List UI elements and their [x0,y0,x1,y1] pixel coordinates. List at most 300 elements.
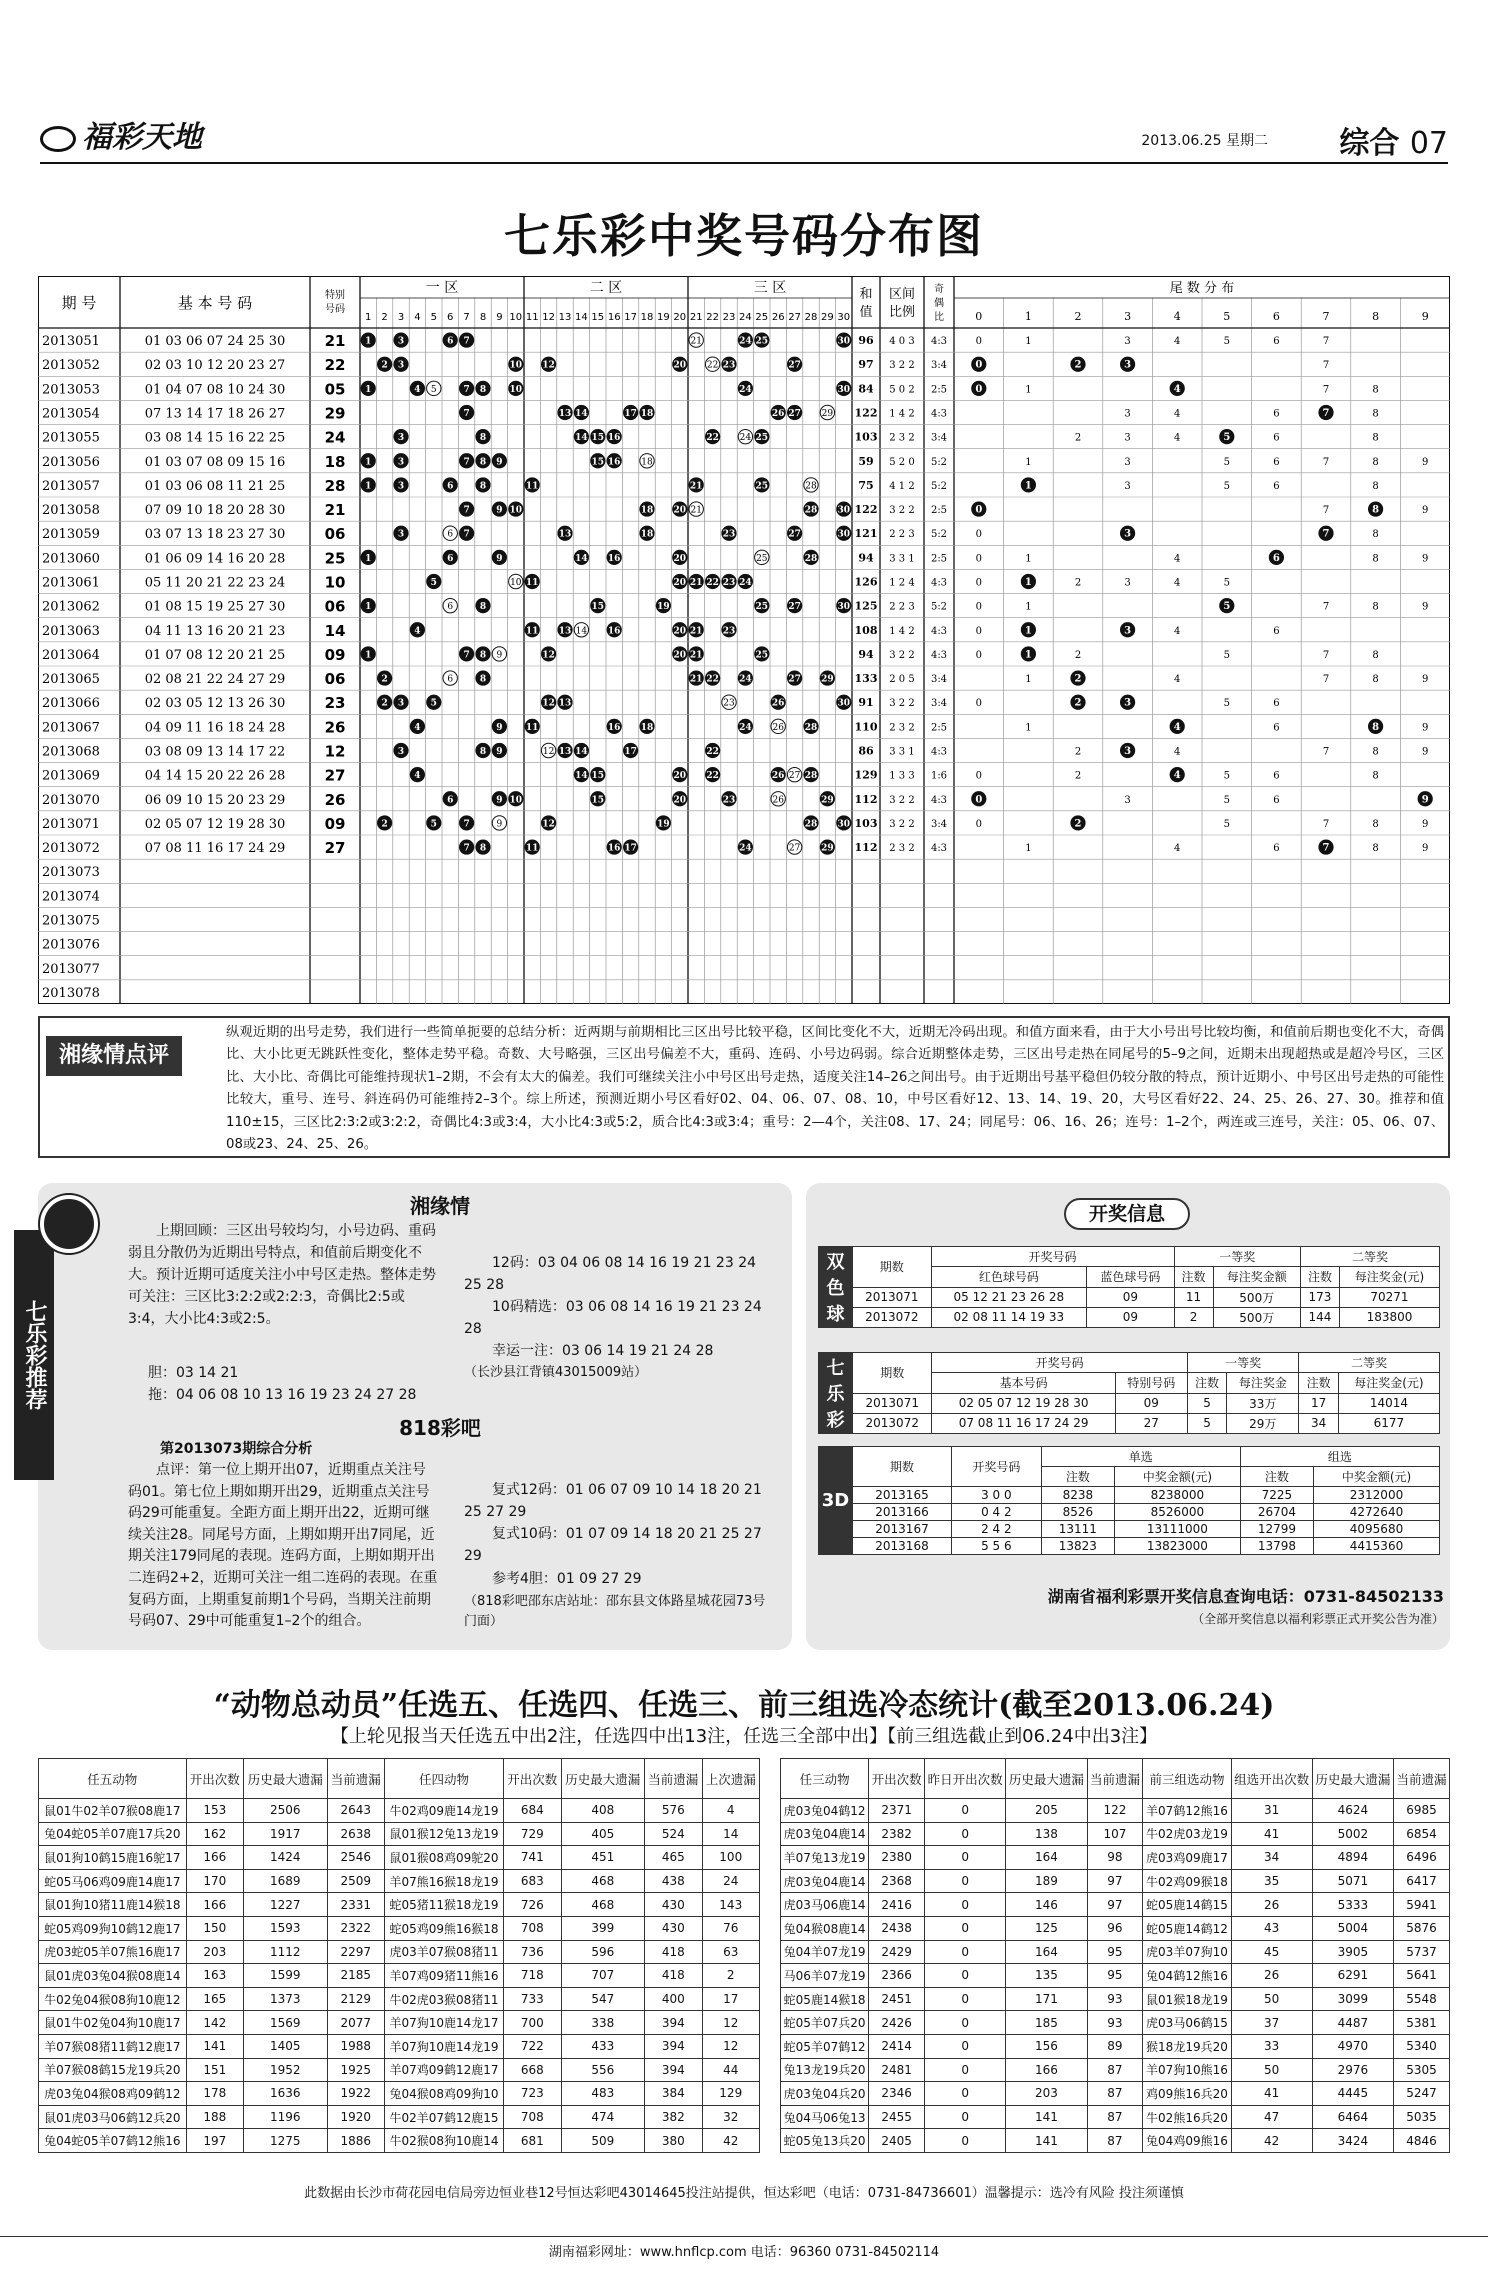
period-cell: 2013076 [42,937,100,953]
tail-label: 7 [1322,601,1330,613]
period-cell: 2013072 [42,841,100,857]
number-header: 13 [558,312,572,323]
number-header: 25 [755,312,769,323]
tail-label: 3 [1124,577,1131,589]
basic-numbers-cell: 07 08 11 16 17 24 29 [144,841,286,857]
sum-cell: 108 [854,623,878,637]
sum-cell: 122 [854,503,878,517]
tail-header: 0 [975,310,983,323]
special-number-cell: 22 [324,356,346,375]
tail-label: 5 [1223,577,1230,589]
tail-label: 9 [1422,843,1429,855]
period-cell: 2013077 [42,961,100,977]
odd-even-cell: 5:2 [930,529,948,541]
tail-label: 8 [1372,649,1379,661]
ratio-cell: 1 4 2 [889,408,915,420]
drawn-number-label: 6 [447,336,454,347]
table-row: 虎03兔04猴08鸡09鹤12 178 1636 1922 兔04猴08鸡09狗10 723 483 384 129 [39,2082,760,2106]
ratio-cell: 1 3 3 [889,770,915,782]
tail-label: 1 [1024,625,1032,637]
period-cell: 2013061 [42,575,100,591]
tail-label: 7 [1322,842,1330,854]
tail-label: 4 [1173,383,1181,395]
sum-cell: 110 [854,720,878,734]
table-row: 鼠01狗10鹤15鹿16鸵17 166 1424 2546 鼠01猴08鸡09鸵20 741 451 465 100 [39,1846,760,1870]
distribution-grid [38,276,1450,1004]
period-cell: 2013059 [42,527,100,543]
number-header: 9 [496,312,503,323]
ratio-cell: 3 2 2 [889,360,915,372]
sum-cell: 126 [854,575,878,589]
odd-even-cell: 4:3 [930,408,948,420]
b818-head: 第2013073期综合分析 [160,1441,313,1457]
drawn-number-label: 22 [706,674,719,685]
drawn-number-label: 7 [463,650,470,661]
drawn-number-label: 12 [542,650,555,661]
tail-label: 4 [1174,746,1181,758]
review-tag: 湘缘情点评 [46,1036,182,1076]
tail-label: 4 [1173,721,1181,733]
tail-label: 3 [1124,480,1131,492]
period-cell: 2013052 [42,358,100,374]
basic-numbers-cell: 01 07 08 12 20 21 25 [144,647,286,663]
grid-header: 尾 数 分 布 [1169,281,1235,296]
drawn-number-label: 21 [689,481,703,492]
grid-header: 号码 [325,304,345,315]
tail-label: 0 [975,504,983,516]
footer-contact: 湖南福彩网址：www.hnflcp.com 电话：96360 0731-84502114 [0,2236,1488,2260]
number-header: 23 [722,312,736,323]
odd-even-cell: 4:3 [930,625,948,637]
odd-even-cell: 2:5 [930,722,948,734]
period-cell: 2013058 [42,503,100,519]
tail-label: 5 [1223,818,1230,830]
tail-label: 2 [1074,577,1082,589]
tail-label: 8 [1372,601,1379,613]
grid-header: 值 [859,305,873,320]
ratio-cell: 4 1 2 [889,480,915,492]
period-cell: 2013057 [42,478,100,494]
number-header: 16 [607,312,621,323]
tail-label: 0 [975,529,982,541]
period-cell: 2013053 [42,382,100,398]
drawn-number-label: 28 [804,771,818,782]
basic-numbers-cell: 03 08 14 15 16 22 25 [144,430,286,446]
drawn-number-label: 25 [755,433,769,444]
drawn-number-label: 7 [463,819,470,830]
drawn-number-label: 15 [591,771,605,782]
drawn-number-label: 12 [542,698,555,709]
basic-numbers-cell: 04 11 13 16 20 21 23 [144,623,286,639]
drawn-number-label: 30 [837,698,851,709]
tail-label: 9 [1422,505,1429,517]
drawn-number-label: 24 [739,843,752,854]
drawn-number-label: 22 [706,433,719,444]
odd-even-cell: 3:4 [930,360,948,372]
drawn-number-label: 13 [558,747,572,757]
number-header: 17 [624,312,637,323]
tail-label: 7 [1322,384,1330,396]
cold-stats-subtitle: 【上轮见报当天任选五中出2注，任选四中出13注，任选三全部中出】【前三组选截止到06.24中出3注】 [330,1726,1158,1747]
tail-label: 9 [1422,746,1429,758]
table-row: 兔04猴08鹿14 2438 0 125 96 蛇05鹿14鹤12 43 5004 5876 [781,1916,1450,1940]
tail-label: 3 [1124,697,1132,709]
tail-label: 3 [1124,625,1132,637]
header-divider [40,162,1448,164]
drawn-number-label: 15 [591,795,605,806]
tail-header: 5 [1223,310,1231,323]
tail-label: 0 [975,601,982,613]
basic-numbers-cell: 07 13 14 17 18 26 27 [144,406,286,422]
sum-cell: 94 [858,647,874,661]
tail-label: 7 [1322,649,1330,661]
tail-label: 5 [1223,601,1231,613]
tail-label: 0 [975,794,983,806]
drawn-number-label: 16 [607,553,621,564]
tail-label: 2 [1074,697,1082,709]
table-row: 牛02兔04猴08狗10鹿12 165 1373 2129 牛02虎03猴08猪11 733 547 400 17 [39,1987,760,2011]
basic-numbers-cell: 06 09 10 15 20 23 29 [144,792,286,808]
tail-label: 8 [1372,408,1379,420]
tail-label: 4 [1174,553,1181,565]
drawn-number-label: 1 [365,650,372,661]
drawn-number-label: 14 [575,433,588,444]
drawn-number-label: 4 [414,722,421,733]
odd-even-cell: 4:3 [930,794,948,806]
drawn-number-label: 20 [673,650,687,661]
tail-label: 8 [1372,818,1379,830]
table-row: 羊07猴08鹤15龙19兵20 151 1952 1925 羊07鸡09鹤12鹿17 668 556 394 44 [39,2058,760,2082]
table-row: 鼠01狗10猪11鹿14猴18 166 1227 2331 蛇05猪11猴18龙19 726 468 430 143 [39,1893,760,1917]
drawn-number-label: 16 [607,457,621,468]
tail-label: 8 [1372,770,1379,782]
ssq-label: 双色球 [819,1247,853,1328]
drawn-number-label: 24 [739,384,752,395]
grid-header: 偶 [934,298,944,309]
drawn-number-label: 30 [837,336,851,347]
ratio-cell: 2 2 3 [889,529,915,541]
drawn-number-label: 16 [607,722,621,733]
sum-cell: 91 [858,696,874,710]
odd-even-cell: 4:3 [930,336,948,348]
b818-f10: 复式10码：01 07 09 14 18 20 21 25 27 29 [464,1526,762,1564]
drawn-number-label: 1 [365,553,372,564]
drawn-number-label: 27 [788,409,801,419]
drawn-number-label: 3 [397,360,405,371]
special-number-label: 28 [805,481,817,492]
special-number-label: 6 [447,602,454,613]
drawn-number-label: 18 [640,505,654,516]
number-header: 18 [640,312,654,323]
tail-label: 8 [1372,746,1379,758]
special-number-cell: 28 [324,476,346,495]
special-number-cell: 29 [324,404,346,423]
table-row: 鼠01牛02羊07猴08鹿17 153 2506 2643 牛02鸡09鹿14龙19 684 408 576 4 [39,1799,760,1823]
cold-table-right: 任三动物 开出次数 昨日开出次数 历史最大遗漏 当前遗漏 前三组选动物 组选开出次数 历史最大遗漏 当前遗漏 虎03兔04鹤12 2371 0 205 122 羊07鹤12熊16 31 4624 6985 虎03兔04鹿14 2382 0 138 107 牛02虎03龙19 41 5002 6854 羊07兔13龙19 2380 0 164 98 虎03鸡09鹿17 34 4894 6496 虎03兔04鹿14 2368 0 189 97 牛02鸡09猴18 35 5071 6417 虎03马06鹿14 2416 0 146 97 蛇05鹿14鹤15 26 5333 5941 兔04猴08鹿14 2438 0 125 96 蛇05鹿14鹤12 43 5004 5876 兔04羊07龙19 2429 0 164 95 虎03羊07狗10 45 3905 5737 马06羊07龙19 2366 0 135 95 兔04鹤12熊16 26 6291 5641 蛇05鹿14猴18 2451 0 171 93 鼠01猴18龙19 50 3099 5548 蛇05羊07兵20 2426 0 185 93 虎03马06鹤15 37 4487 5381 蛇05羊07鹤12 2414 0 156 89 猴18龙19兵20 33 4970 5340 兔13龙19兵20 2481 0 166 87 羊07狗10熊16 50 2976 5305 虎03兔04兵20 2346 0 203 87 鸡09熊16兵20 41 4445 5247 兔04马06兔13 2455 0 141 87 牛02熊16兵20 47 6464 5035 蛇05兔13兵20 2405 0 141 87 兔04鸡09熊16 42 3424 4846 [780,1758,1450,2153]
zone-label: 三 区 [753,280,787,296]
sum-cell: 59 [858,454,874,468]
drawn-number-label: 1 [365,457,372,468]
table-row: 蛇05鹿14猴18 2451 0 171 93 鼠01猴18龙19 50 3099 5548 [781,1987,1450,2011]
tail-header: 3 [1124,310,1132,323]
tail-label: 9 [1422,456,1429,468]
b818-source: （818彩吧邵东店站址：邵东县文体路星城花园73号门面） [464,1594,766,1629]
drawn-number-label: 3 [397,698,405,709]
drawn-number-label: 25 [755,602,769,613]
number-header: 26 [771,312,785,323]
table-row: 2013072 02 08 11 14 19 33 09 2 500万 144 183800 [819,1307,1440,1327]
drawn-number-label: 20 [673,771,687,782]
odd-even-cell: 1:6 [930,770,948,782]
table-row: 蛇05兔13兵20 2405 0 141 87 兔04鸡09熊16 42 3424 4846 [781,2129,1450,2153]
number-header: 19 [657,312,670,323]
tail-header: 7 [1322,310,1330,323]
tail-label: 7 [1322,746,1330,758]
tail-label: 7 [1322,818,1330,830]
drawn-number-label: 20 [673,578,687,588]
tail-label: 1 [1025,384,1032,396]
drawn-number-label: 16 [607,626,621,637]
sum-cell: 96 [858,334,874,348]
drawn-number-label: 20 [673,360,687,371]
special-number-cell: 05 [324,380,346,399]
table-row: 兔04马06兔13 2455 0 141 87 牛02熊16兵20 47 6464 5035 [781,2105,1450,2129]
number-header: 21 [689,312,703,323]
xyq-10: 10码精选：03 06 08 14 16 19 21 23 24 28 [464,1299,762,1337]
odd-even-cell: 2:5 [930,384,948,396]
drawn-number-label: 3 [397,433,405,444]
drawn-number-label: 5 [430,698,437,709]
grid-header: 和 [859,287,873,302]
special-number-cell: 24 [324,428,346,447]
number-header: 11 [525,312,539,323]
tail-label: 6 [1273,625,1280,637]
drawn-number-label: 3 [397,336,405,347]
number-header: 20 [673,312,687,323]
drawn-number-label: 17 [624,747,637,757]
drawn-number-label: 21 [689,578,703,588]
special-number-cell: 21 [324,501,346,520]
period-cell: 2013069 [42,768,100,784]
tail-label: 7 [1322,528,1330,540]
tail-label: 8 [1372,480,1379,492]
qlc-label: 七乐彩 [819,1353,853,1434]
tail-label: 5 [1223,770,1230,782]
grid-header: 奇 [934,284,944,295]
table-row: 虎03兔04鹤12 2371 0 205 122 羊07鹤12熊16 31 4624 6985 [781,1799,1450,1823]
footer-source: 此数据由长沙市荷花园电信局旁边恒业巷12号恒达彩吧43014645投注站提供，恒达彩吧（电话：0731-84736601）温馨提示：选冷有风险 投注须谨慎 [304,2186,1184,2201]
special-number-cell: 06 [324,670,346,689]
sum-cell: 97 [858,358,874,372]
xyq-dan: 胆：03 14 21 [148,1365,239,1381]
tail-label: 7 [1322,674,1330,686]
drawn-number-label: 7 [463,409,470,419]
special-number-label: 25 [756,553,768,564]
grid-header: 特别 [325,290,345,301]
table-row: 鼠01牛02兔04狗10鹿17 142 1569 2077 羊07狗10鹿14龙17 700 338 394 12 [39,2011,760,2035]
tail-label: 6 [1273,408,1280,420]
special-number-cell: 06 [324,525,346,544]
tail-label: 5 [1223,794,1230,806]
table-row: 2013167 2 4 2 13111 13111000 12799 4095680 [819,1521,1440,1538]
drawn-number-label: 7 [463,505,470,516]
table-row: 2013071 02 05 07 12 19 28 30 09 5 33万 17 14014 [819,1393,1440,1413]
issue-date: 2013.06.25 星期二 [1141,133,1268,149]
tail-label: 9 [1422,553,1429,565]
special-number-cell: 21 [324,332,346,351]
sum-cell: 112 [854,792,878,806]
drawn-number-label: 4 [414,384,421,395]
drawn-number-label: 13 [558,529,572,540]
table-row: 虎03兔04鹿14 2382 0 138 107 牛02虎03龙19 41 5002 6854 [781,1822,1450,1846]
special-number-cell: 14 [324,621,346,640]
drawn-number-label: 7 [463,457,470,468]
table-row: 羊07猴08猪11鹤12鹿17 141 1405 1988 羊07狗10鹿14龙19 722 433 394 12 [39,2034,760,2058]
table-row: 虎03兔04鹿14 2368 0 189 97 牛02鸡09猴18 35 5071 6417 [781,1869,1450,1893]
basic-numbers-cell: 01 03 07 08 09 15 16 [144,454,286,470]
ratio-cell: 3 2 2 [889,649,915,661]
drawn-number-label: 8 [479,674,487,685]
tail-label: 8 [1372,529,1379,541]
drawn-number-label: 20 [673,626,687,637]
drawn-number-label: 29 [821,843,834,854]
basic-numbers-cell: 02 03 05 12 13 26 30 [144,696,286,712]
table-row: 2013072 07 08 11 16 17 24 29 27 5 29万 34 6177 [819,1413,1440,1433]
odd-even-cell: 2:5 [930,553,948,565]
odd-even-cell: 5:2 [930,480,948,492]
ratio-cell: 2 0 5 [889,674,915,686]
number-header: 5 [430,312,437,323]
period-cell: 2013065 [42,672,100,688]
tail-label: 0 [975,698,982,710]
special-number-cell: 06 [324,597,346,616]
drawn-number-label: 1 [365,384,372,395]
drawn-number-label: 27 [788,360,801,371]
drawn-number-label: 7 [463,529,470,540]
number-header: 6 [447,312,454,323]
special-number-label: 12 [542,747,555,757]
table-row: 2013071 05 12 21 23 26 28 09 11 500万 173 70271 [819,1287,1440,1307]
drawn-number-label: 9 [496,722,503,733]
3d-label: 3D [819,1447,853,1555]
drawn-number-label: 21 [689,674,703,685]
sum-cell: 125 [854,599,878,613]
ratio-cell: 3 3 1 [889,746,915,758]
xyq-source: （长沙县江背镇43015009站） [464,1365,648,1380]
drawn-number-label: 9 [496,505,503,516]
xyq-title: 湘缘情 [410,1194,470,1218]
special-number-cell: 26 [324,718,346,737]
table-row: 蛇05马06鸡09鹿14鹿17 170 1689 2509 羊07熊16猴18龙19 683 468 438 24 [39,1869,760,1893]
drawn-number-label: 4 [414,771,421,782]
tail-label: 8 [1372,504,1380,516]
table-row: 兔04羊07龙19 2429 0 164 95 虎03羊07狗10 45 3905 5737 [781,1940,1450,1964]
tail-label: 0 [975,553,982,565]
ratio-cell: 5 0 2 [889,384,915,396]
section-label: 综合 07 [1339,126,1448,161]
tail-label: 5 [1223,336,1230,348]
period-cell: 2013062 [42,599,100,615]
table-row: 2013166 0 4 2 8526 8526000 26704 4272640 [819,1504,1440,1521]
table-row: 2013168 5 5 6 13823 13823000 13798 4415360 [819,1538,1440,1555]
ratio-cell: 3 2 2 [889,794,915,806]
tail-label: 1 [1025,843,1032,855]
table-row: 兔04蛇05羊07鹤12熊16 197 1275 1886 牛02猴08狗10鹿14 681 509 380 42 [39,2129,760,2153]
basic-numbers-cell: 02 05 07 12 19 28 30 [144,816,286,832]
drawn-number-label: 7 [463,384,470,395]
basic-numbers-cell: 01 03 06 07 24 25 30 [144,334,286,350]
review-text: 纵观近期的出号走势，我们进行一些简单扼要的总结分析：近两期与前期相比三区出号比较平稳，区间比变化不大，近期无冷码出现。和值方面来看，由于大小号出号比较均衡，和值前后期也变化不大，奇偶比、大小比更无跳跃性变化，整体走势平稳。奇数、大号略强，三区出号偏差不大，重码、连码、小号边码弱。综合近期整体走势，三区出号走热在同尾号的5–9之间，近期未出现超热或是超冷号区，三区比、大小比、奇偶比可能维持现状1–2期，不会有太大的偏差。我们可继续关注小中号区出号走热，适度关注14–26之间出号。由于近期出号基平稳但仍较分散的特点，预计近期小、中号区出号走热的可能性比较大，重号、连号、斜连码仍可能维持2–3个。综上所述，预测近期小号区看好02、04、06、07、08、10，中号区看好12、13、14、19、20，大号区看好22、24、25、26、27、30。推荐和值110±15，三区比2:3:2或3:2:2，奇偶比4:3或3:4，大小比4:3或5:2，质合比4:3或3:4；重号：2—4个，关注08、17、24；同尾号：06、16、26；连号：1–2个，两连或三连号，关注：05、06、07、08或23、24、25、26。 [226,1025,1444,1153]
ssq-table: 双色球 期数 开奖号码 一等奖 二等奖 红色球号码 蓝色球号码 注数 每注奖金额 注数 每注奖金(元) 2013071 05 12 21 23 26 28 09 11 500万 173 70271 2013072 02 08 11 14 19 33 09 2 500万 144 183800 [818,1246,1440,1328]
drawn-number-label: 18 [640,529,654,540]
odd-even-cell: 3:4 [930,432,948,444]
special-number-label: 26 [772,722,784,733]
tail-label: 6 [1273,336,1280,348]
drawn-number-label: 3 [397,457,405,468]
drawn-number-label: 8 [479,433,487,444]
xyq-review: 上期回顾：三区出号较均匀，小号边码、重码弱且分散仍为近期出号特点，和值前后期变化不大。预计近期可适度关注小中号区走热。整体走势可关注：三区比3:2:2或2:2:3，奇偶比2:5或3:4，大小比4:3或2:5。 [128,1223,436,1327]
drawn-number-label: 18 [640,409,654,419]
drawn-number-label: 9 [496,747,503,757]
drawn-number-label: 26 [771,698,785,709]
grid-header: 基 本 号 码 [177,294,253,312]
number-header: 12 [542,312,555,323]
tail-label: 0 [975,359,983,371]
drawn-number-label: 30 [837,505,851,516]
drawn-number-label: 27 [788,602,801,613]
basic-numbers-cell: 04 09 11 16 18 24 28 [144,720,286,736]
drawn-number-label: 22 [706,747,719,757]
drawn-number-label: 2 [381,698,388,709]
table-row: 兔04蛇05羊07鹿17兵20 162 1917 2638 鼠01猴12兔13龙19 729 405 524 14 [39,1822,760,1846]
tail-label: 0 [975,770,982,782]
number-header: 8 [479,312,487,323]
number-header: 22 [706,312,719,323]
drawn-number-label: 14 [575,553,588,564]
drawn-number-label: 23 [722,529,736,540]
tail-label: 7 [1322,360,1330,372]
tail-label: 3 [1124,528,1132,540]
ratio-cell: 4 0 3 [889,336,915,348]
special-number-cell: 26 [324,790,346,809]
drawn-number-label: 13 [558,409,572,419]
special-number-label: 10 [510,578,522,588]
number-header: 27 [788,312,801,323]
tail-label: 3 [1124,336,1131,348]
b818-text: 点评：第一位上期开出07，近期重点关注号码01。第七位上期如期开出29，近期重点关注号码29可能重复。全距方面上期开出22，近期可继续关注28。同尾号方面，上期如期开出7同尾，近期关注179同尾的表现。连码方面，上期如期开出二连码2+2，近期可关注一组二连码的表现。在重复码方面，上期重复前期1个号码，当期关注前期号码07、29中可能重复1–2个的组合。 [128,1462,438,1630]
number-header: 30 [837,312,851,323]
tail-label: 0 [975,649,982,661]
odd-even-cell: 4:3 [930,649,948,661]
drawn-number-label: 10 [509,360,523,371]
basic-numbers-cell: 01 04 07 08 10 24 30 [144,382,286,398]
special-number-label: 6 [447,529,454,540]
drawn-number-label: 14 [575,409,588,419]
tail-label: 8 [1372,843,1379,855]
drawn-number-label: 9 [496,457,503,468]
drawn-number-label: 9 [496,795,503,806]
sum-cell: 103 [854,430,878,444]
tail-label: 8 [1372,456,1379,468]
special-number-label: 5 [430,384,437,395]
drawn-number-label: 18 [640,722,654,733]
drawn-number-label: 4 [414,626,421,637]
special-number-label: 21 [690,336,702,347]
ratio-cell: 5 2 0 [889,456,915,468]
period-cell: 2013056 [42,454,100,470]
basic-numbers-cell: 05 11 20 21 22 23 24 [144,575,286,591]
drawn-number-label: 21 [689,626,703,637]
